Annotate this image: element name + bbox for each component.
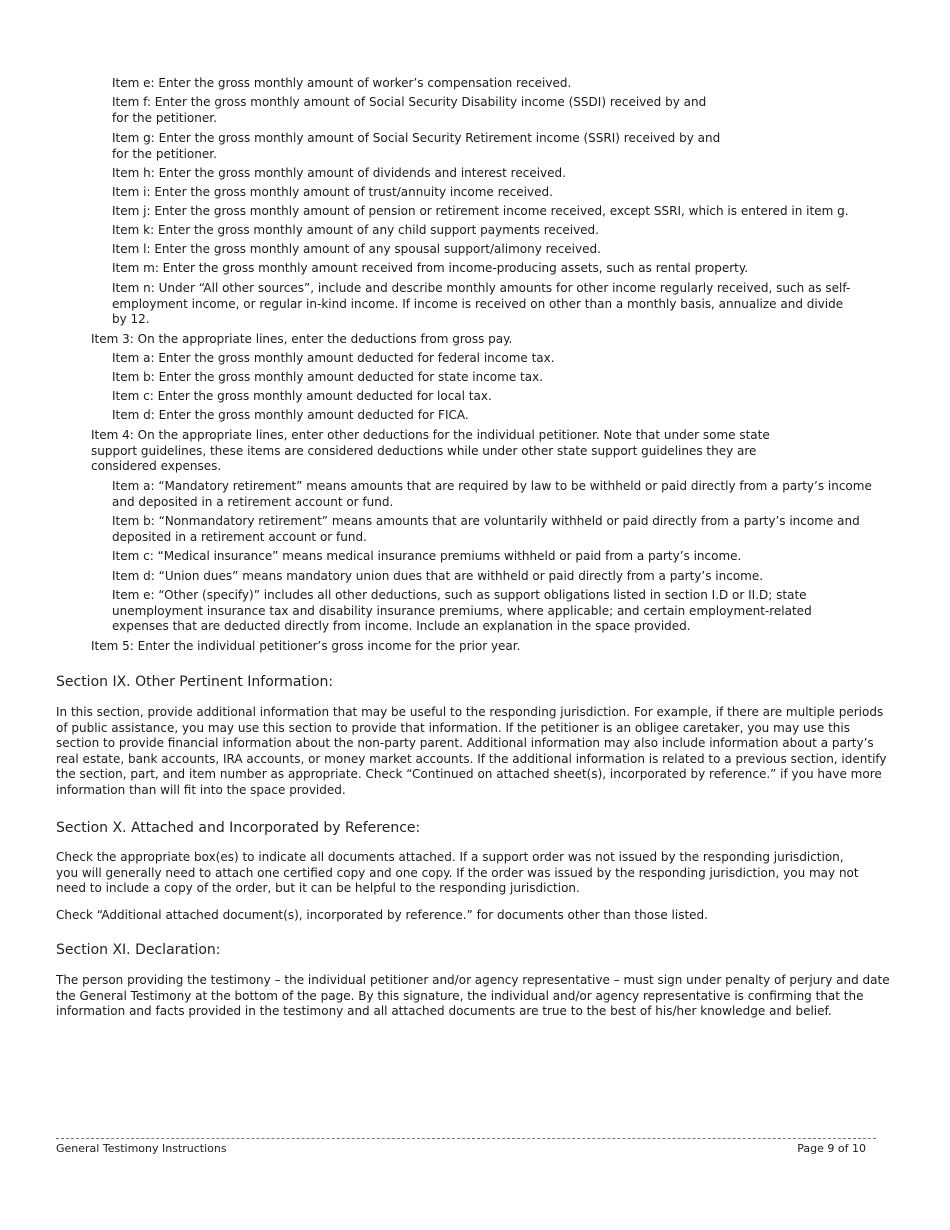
item-j-pension: Item j: Enter the gross monthly amount of pension or retirement income received, except SSRI, which is entered in item g.	[112, 204, 849, 218]
item-4d-union-dues: Item d: “Union dues” means mandatory union dues that are withheld or paid directly from a party’s income.	[112, 569, 764, 583]
item-3c-local-tax: Item c: Enter the gross monthly amount deducted for local tax.	[112, 389, 492, 403]
footer-title: General Testimony Instructions	[56, 1142, 227, 1155]
item-4e-other: Item e: “Other (specify)” includes all other deductions, such as support obligations listed in section I.D or II.D; state unemployment insurance tax and disability insurance premiums, where applicable; and certain employment-related expenses that are deducted directly from income. Include an explanation in the space provided.	[112, 588, 812, 633]
item-l-alimony: Item l: Enter the gross monthly amount of any spousal support/alimony received.	[112, 242, 601, 256]
item-k-child-support: Item k: Enter the gross monthly amount of any child support payments received.	[112, 223, 599, 237]
page-number: Page 9 of 10	[797, 1142, 866, 1155]
item-3a-federal-tax: Item a: Enter the gross monthly amount deducted for federal income tax.	[112, 351, 555, 365]
item-e-worker-comp: Item e: Enter the gross monthly amount of worker’s compensation received.	[112, 76, 572, 90]
section-xi-heading: Section XI. Declaration:	[56, 942, 221, 958]
item-n-other-sources: Item n: Under “All other sources”, include and describe monthly amounts for other income regularly received, such as self-employment income, or regular in-kind income. If income is received on other than a monthly basis, annualize and divide by 12.	[112, 281, 851, 326]
item-3-deductions: Item 3: On the appropriate lines, enter the deductions from gross pay.	[91, 332, 513, 346]
section-x-heading: Section X. Attached and Incorporated by Reference:	[56, 820, 421, 836]
section-xi-body: The person providing the testimony – the individual petitioner and/or agency representative – must sign under penalty of perjury and date the General Testimony at the bottom of the page. By this signature, the individual and/or agency representative is confirming that the information and facts provided in the testimony and all attached documents are true to the best of his/her knowledge and belief.	[56, 973, 890, 1018]
item-3b-state-tax: Item b: Enter the gross monthly amount deducted for state income tax.	[112, 370, 544, 384]
item-f-ssdi: Item f: Enter the gross monthly amount of Social Security Disability income (SSDI) received by and for the petitioner.	[112, 95, 707, 125]
section-ix-heading: Section IX. Other Pertinent Information:	[56, 674, 334, 690]
item-4b-nonmandatory-retirement: Item b: “Nonmandatory retirement” means amounts that are voluntarily withheld or paid directly from a party’s income and deposited in a retirement account or fund.	[112, 514, 860, 544]
item-4a-mandatory-retirement: Item a: “Mandatory retirement” means amounts that are required by law to be withheld or paid directly from a party’s income and deposited in a retirement account or fund.	[112, 479, 872, 509]
item-3d-fica: Item d: Enter the gross monthly amount deducted for FICA.	[112, 408, 469, 422]
item-5-prior-year-income: Item 5: Enter the individual petitioner’s gross income for the prior year.	[91, 639, 521, 653]
footer-divider	[56, 1138, 876, 1139]
item-h-dividends: Item h: Enter the gross monthly amount of dividends and interest received.	[112, 166, 566, 180]
item-4c-medical-insurance: Item c: “Medical insurance” means medical insurance premiums withheld or paid from a party’s income.	[112, 549, 742, 563]
item-m-assets: Item m: Enter the gross monthly amount received from income-producing assets, such as rental property.	[112, 261, 749, 275]
section-x-body: Check the appropriate box(es) to indicate all documents attached. If a support order was not issued by the responding jurisdiction, you will generally need to attach one certified copy and one copy. If the order was issued by the responding jurisdiction, you may not need to include a copy of the order, but it can be helpful to the responding jurisdiction.	[56, 850, 859, 895]
item-i-trust: Item i: Enter the gross monthly amount of trust/annuity income received.	[112, 185, 553, 199]
item-4-other-deductions: Item 4: On the appropriate lines, enter other deductions for the individual petitioner. Note that under some state support guidelines, these items are considered deductions while under other state support guidelines they are considered expenses.	[91, 428, 770, 473]
item-g-ssri: Item g: Enter the gross monthly amount of Social Security Retirement income (SSRI) received by and for the petitioner.	[112, 131, 721, 161]
section-x-additional-docs: Check “Additional attached document(s), incorporated by reference.” for documents other than those listed.	[56, 908, 708, 922]
section-ix-body: In this section, provide additional information that may be useful to the responding jurisdiction. For example, if there are multiple periods of public assistance, you may use this section to provide that information. If the petitioner is an obligee caretaker, you may use this section to provide financial information about the non-party parent. Additional information may also include information about a party’s real estate, bank accounts, IRA accounts, or money market accounts. If the additional information is related to a previous section, identify the section, part, and item number as appropriate. Check “Continued on attached sheet(s), incorporated by reference.” if you have more information than will fit into the space provided.	[56, 705, 887, 797]
